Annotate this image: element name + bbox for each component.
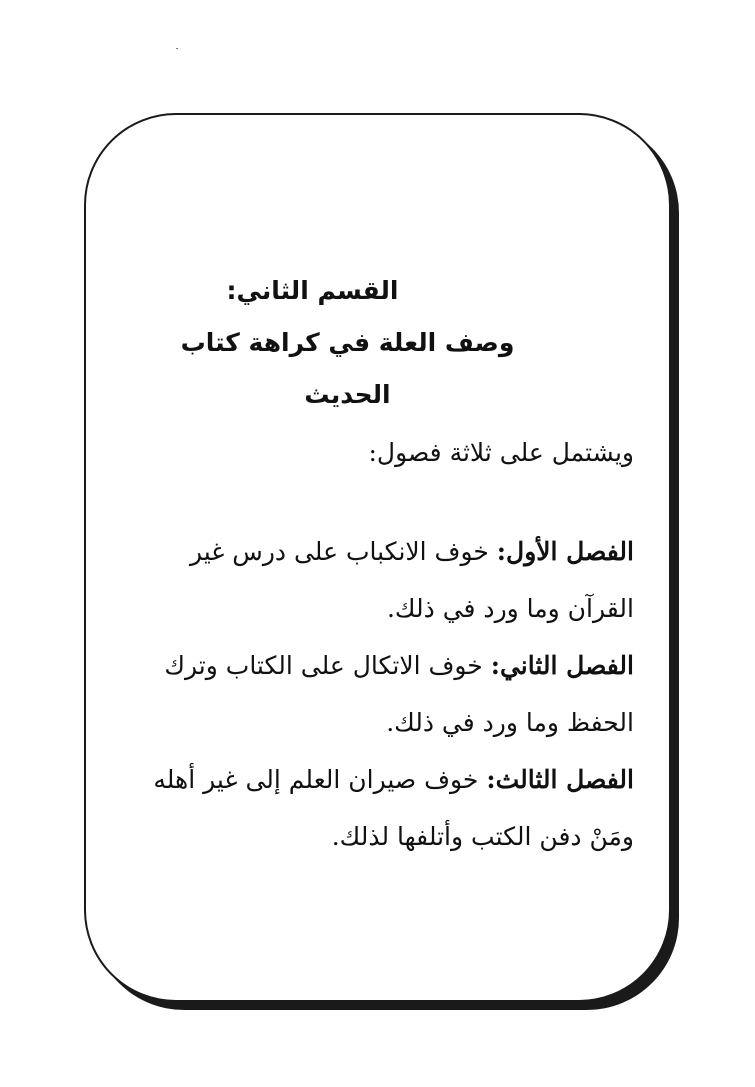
chapter-description-line2: القرآن وما ورد في ذلك.: [386, 594, 634, 623]
scan-speck: [176, 48, 178, 49]
chapter-item: [132, 523, 634, 637]
chapter-name: الفصل الثاني:: [490, 651, 634, 680]
chapter-description-line2: الحفظ وما ورد في ذلك.: [386, 708, 634, 737]
chapters-intro: ويشتمل على ثلاثة فصول:: [368, 438, 634, 467]
chapter-line-first: [132, 637, 634, 694]
chapter-description-line1: خوف صيران العلم إلى غير أهله: [153, 765, 479, 794]
page-content: [84, 113, 671, 1002]
chapter-item: [132, 751, 634, 865]
chapter-item: [132, 637, 634, 751]
chapter-description-line2: ومَنْ دفن الكتب وأتلفها لذلك.: [331, 822, 634, 851]
chapter-line-first: [132, 751, 634, 808]
section-subtitle: وصف العلة في كراهة كتاب الحديث: [180, 328, 515, 409]
chapter-description-line1: خوف الانكباب على درس غير: [189, 537, 489, 566]
chapter-description-line1: خوف الاتكال على الكتاب وترك: [164, 651, 483, 680]
section-title: [144, 265, 551, 421]
section-heading: القسم الثاني:: [226, 276, 399, 305]
chapter-list: [132, 523, 634, 865]
chapter-line-first: [132, 523, 634, 580]
chapter-name: الفصل الأول:: [496, 537, 634, 566]
chapter-name: الفصل الثالث:: [486, 765, 634, 794]
